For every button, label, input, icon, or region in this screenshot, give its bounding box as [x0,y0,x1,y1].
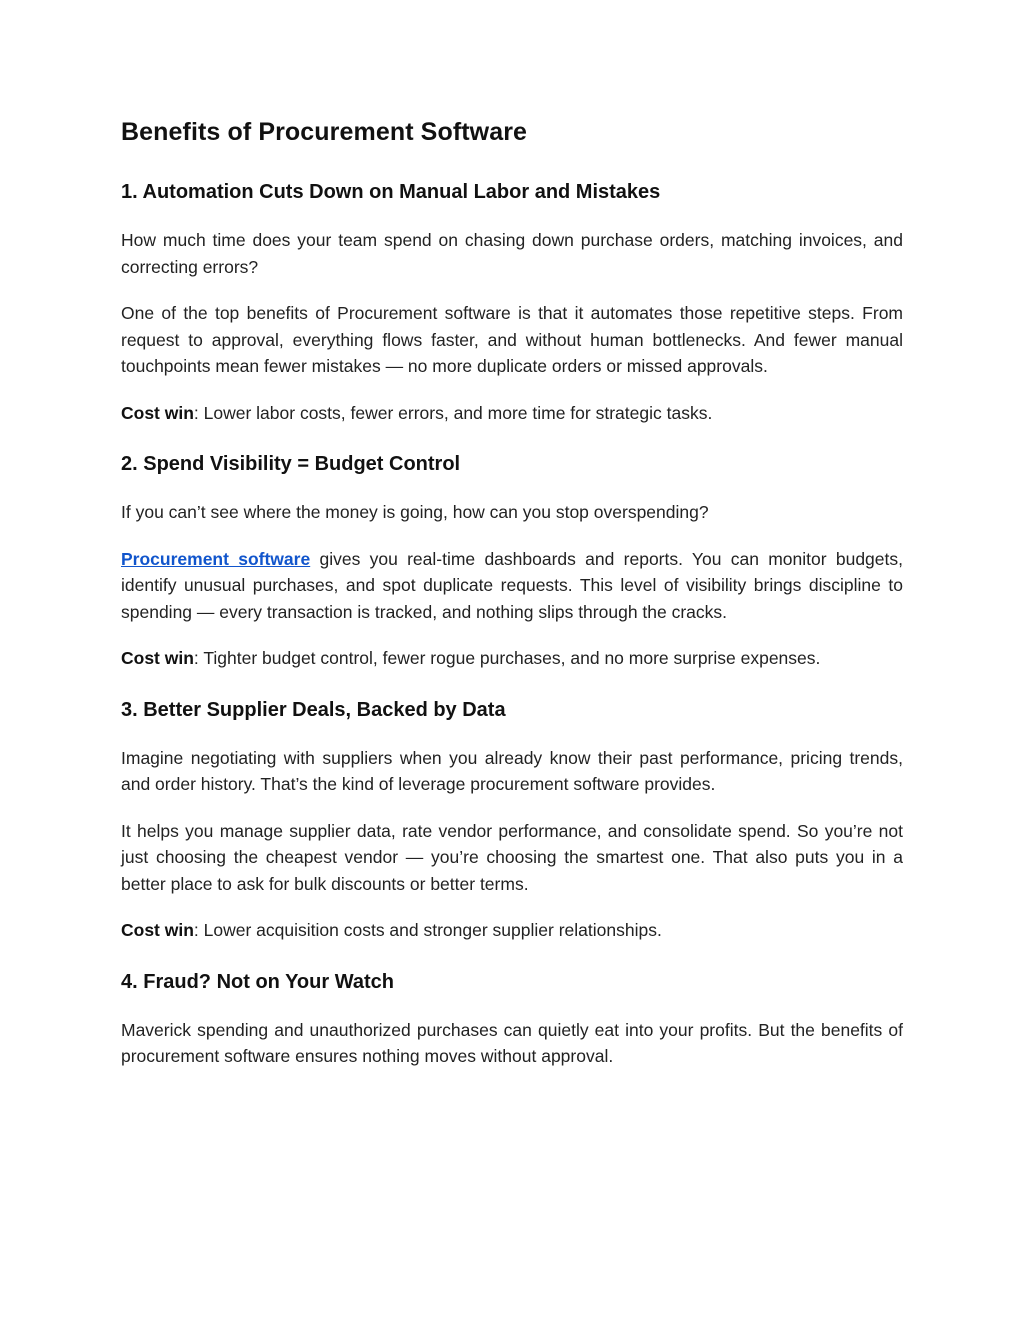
cost-win-text: : Lower acquisition costs and stronger supplier relationships. [193,920,662,940]
cost-win-paragraph [121,917,903,944]
section-heading: 2. Spend Visibility = Budget Control [121,453,461,475]
paragraph: If you can’t see where the money is going, how can you stop overspending? [121,502,709,522]
procurement-software-link[interactable]: Procurement software [121,548,311,569]
cost-win-label: Cost win [121,648,194,668]
section-heading: 1. Automation Cuts Down on Manual Labor and Mistakes [121,181,661,203]
paragraph: It helps you manage supplier data, rate vendor performance, and consolidate spend. So you’re not just choosing the cheapest vendor — you’re choosing the smartest one. That also puts you in a better place to ask for bulk discounts or better terms. [121,820,903,894]
cost-win-paragraph [121,400,903,427]
document-page [121,118,903,1090]
cost-win-paragraph [121,645,903,672]
paragraph: One of the top benefits of Procurement software is that it automates those repetitive steps. From request to approval, everything flows faster, and without human bottlenecks. And fewer manual touchpoints mean fewer mistakes — no more duplicate orders or missed approvals. [121,303,903,376]
section-fraud [121,971,903,1070]
paragraph-with-link [121,546,903,626]
section-spend-visibility [121,453,903,672]
paragraph: Imagine negotiating with suppliers when you already know their past performance, pricing trends, and order history. That’s the kind of leverage procurement software provides. [121,747,903,794]
paragraph-text: gives you real-time dashboards and reports. You can monitor budgets, identify unusual purchases, and spot duplicate requests. This level of visibility brings discipline to spending — every transaction is tracked, and nothing slips through the cracks. [121,548,903,622]
cost-win-text: : Tighter budget control, fewer rogue purchases, and no more surprise expenses. [193,648,821,668]
paragraph: How much time does your team spend on chasing down purchase orders, matching invoices, and correcting errors? [121,230,903,277]
section-heading: 4. Fraud? Not on Your Watch [121,970,394,993]
section-heading: 3. Better Supplier Deals, Backed by Data [121,698,506,721]
section-supplier-deals [121,699,903,944]
cost-win-label: Cost win [121,402,194,423]
cost-win-text: : Lower labor costs, fewer errors, and more time for strategic tasks. [193,402,713,423]
section-automation [121,181,903,426]
cost-win-label: Cost win [121,920,194,940]
page-title: Benefits of Procurement Software [121,118,528,146]
paragraph: Maverick spending and unauthorized purchases can quietly eat into your profits. But the benefits of procurement software ensures nothing moves without approval. [121,1019,903,1066]
